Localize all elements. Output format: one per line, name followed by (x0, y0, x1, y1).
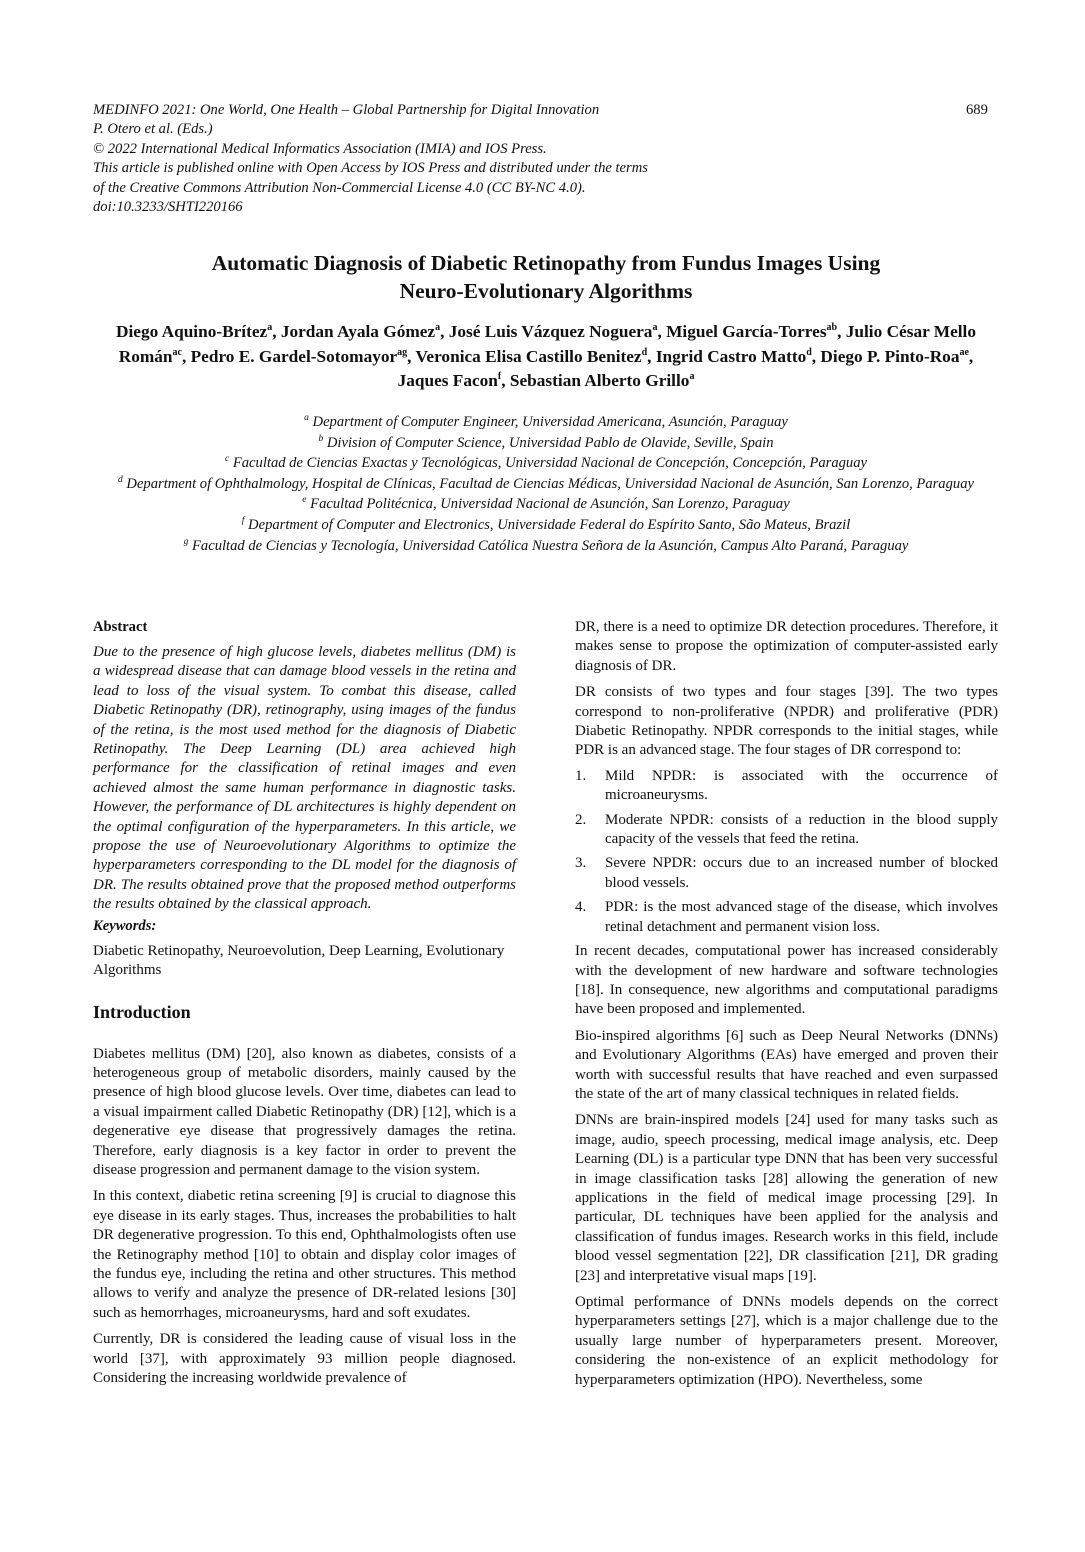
list-text: PDR: is the most advanced stage of the disease, which involves retinal detachment and permanent vision loss. (605, 899, 998, 935)
list-number: 1. (575, 767, 587, 784)
paragraph: DR consists of two types and four stages [39]. The two types correspond to non-proliferative (NPDR) and proliferative (PDR) Diabetic Retinopathy. NPDR corresponds to the initial stages, while PDR is an advanced stage. The four stages of DR correspond to: (575, 684, 998, 759)
affiliation-text: Facultad Politécnica, Universidad Nacional de Asunción, San Lorenzo, Paraguay (310, 496, 790, 513)
header-line: This article is published online with Open Access by IOS Press and distributed under the terms (93, 160, 648, 177)
paragraph: Currently, DR is considered the leading cause of visual loss in the world [37], with approximately 93 million people diagnosed. Considering the increasing worldwide prevalence of (93, 1331, 516, 1386)
left-column (93, 618, 516, 1388)
keywords-heading: Keywords: (93, 917, 157, 934)
author-affiliation-mark: d (641, 346, 648, 358)
title-line: Automatic Diagnosis of Diabetic Retinopathy from Fundus Images Using (211, 251, 881, 275)
list-number: 4. (575, 899, 587, 916)
author-name: Veronica Elisa Castillo Benitez (415, 346, 642, 366)
author-name: Miguel García-Torres (666, 322, 827, 341)
affiliation (93, 474, 999, 495)
section-heading-introduction: Introduction (93, 1001, 191, 1022)
affiliation-text: Facultad de Ciencias Exactas y Tecnológicas, Universidad Nacional de Concepción, Concepción, Paraguay (232, 455, 868, 472)
affiliation (93, 412, 999, 433)
affiliation-mark: b (318, 433, 324, 444)
author-affiliation-mark: ab (826, 322, 838, 334)
paragraph: Optimal performance of DNNs models depends on the correct hyperparameters settings [27], which is a major challenge due to the usually large number of hyperparameters present. Moreover, considering the non-existence of an explicit methodology for hyperparameters optimization (HPO). Nevertheless, some (575, 1294, 998, 1388)
affiliation-mark: g (183, 536, 189, 547)
paragraph: Diabetes mellitus (DM) [20], also known as diabetes, consists of a heterogeneous group of metabolic disorders, mainly caused by the presence of high blood glucose levels. Over time, diabetes can lead to a visual impairment called Diabetic Retinopathy (DR) [12], which is a degenerative eye disease that progressively damages the retina. Therefore, early diagnosis is a key factor in order to prevent the disease progression and permanent damage to the vision system. (93, 1045, 516, 1178)
author-affiliation-mark: a (652, 322, 658, 334)
list-text: Mild NPDR: is associated with the occurrence of microaneurysms. (605, 767, 998, 804)
header-line: P. Otero et al. (Eds.) (93, 121, 213, 138)
author-affiliation-mark: ag (397, 346, 408, 358)
doi: doi:10.3233/SHTI220166 (93, 199, 243, 216)
author-affiliation-mark: f (497, 371, 502, 383)
author-list: Diego Aquino-Brítez$^a$, Jordan Ayala Gómez$^a$, José Luis Vázquez Noguera$^a$, Miguel García-Torres$^{ab}$, Julio César Mello Román$^{ac}$, Pedro E. Gardel-Sotomayor$^{ag}$, Veronica Elisa Castillo Benitez$^d$, Ingrid Castro Matto$^d$, Diego P. Pinto-Roa$^{ae}$, Jaques Facon$^f$, Sebastian Alberto Grillo$^a$ (116, 322, 976, 390)
list-item (575, 898, 998, 937)
list-number: 3. (575, 855, 587, 872)
author-affiliation-mark: d (806, 346, 812, 358)
paragraph: DNNs are brain-inspired models [24] used for many tasks such as image, audio, speech processing, medical image analysis, etc. Deep Learning (DL) is a particular type DNN that has been very successful in image classification tasks [28] allowing the generation of new applications in the field of medical image processing [29]. In particular, DL techniques have been applied for the analysis and classification of fundus images. Research works in this field, include blood vessel segmentation [22], DR classification [21], DR grading [23] and interpretative visual maps [19]. (575, 1112, 998, 1284)
list-item (575, 854, 998, 893)
header-line: MEDINFO 2021: One World, One Health – Global Partnership for Digital Innovation (93, 102, 600, 118)
paper-title (93, 249, 999, 305)
affiliation-mark: c (224, 454, 230, 465)
author-name: Julio César Mello Román (118, 322, 976, 366)
paragraph: DR, there is a need to optimize DR detection procedures. Therefore, it makes sense to propose the optimization of computer-assisted early diagnosis of DR. (575, 619, 998, 674)
paragraph: In recent decades, computational power has increased considerably with the development of new hardware and software technologies [18]. In consequence, new algorithms and computational paradigms have been proposed and implemented. (575, 943, 998, 1018)
affiliation (93, 536, 999, 557)
list-text: Moderate NPDR: consists of a reduction in the blood supply capacity of the vessels that feed the retina. (605, 811, 998, 848)
author-name: Jaques Facon (397, 371, 498, 390)
header-line: of the Creative Commons Attribution Non-Commercial License 4.0 (CC BY-NC 4.0). (93, 179, 586, 196)
affiliation-mark: e (302, 495, 307, 506)
author-name: Jordan Ayala Gómez (280, 322, 436, 341)
affiliation-text: Facultad de Ciencias y Tecnología, Universidad Católica Nuestra Señora de la Asunción, Campus Alto Paraná, Paraguay (192, 537, 909, 554)
publication-header (93, 101, 1003, 217)
affiliation (93, 433, 999, 454)
author-affiliation-mark: a (435, 322, 441, 334)
affiliation-mark: d (118, 474, 123, 485)
dr-stages-list (575, 767, 998, 937)
affiliation-mark: a (304, 413, 309, 424)
affiliation (93, 515, 999, 536)
page-number: 689 (966, 102, 988, 118)
affiliation-text: Department of Ophthalmology, Hospital de Clínicas, Facultad de Ciencias Médicas, Universidad Nacional de Asunción, San Lorenzo, Paraguay (126, 475, 974, 492)
list-item (575, 811, 998, 850)
author-name: Sebastian Alberto Grillo (509, 371, 690, 390)
list-text: Severe NPDR: occurs due to an increased number of blocked blood vessels. (605, 855, 998, 891)
paragraph: In this context, diabetic retina screening [9] is crucial to diagnose this eye disease in its early stages. Thus, increases the probabilities to halt DR degenerative progression. To this end, Ophthalmologists often use the Retinography method [10] to obtain and display color images of the fundus eye, including the retina and other structures. This method allows to verify and analyze the presence of DR-related lesions [30] such as hemorrhages, microaneurysms, hard and soft exudates. (93, 1188, 516, 1321)
affiliation-mark: f (241, 516, 245, 527)
right-column (575, 618, 998, 1390)
author-affiliation-mark: a (689, 371, 695, 383)
author-name: Ingrid Castro Matto (655, 346, 807, 366)
author-affiliation-mark: ac (172, 346, 182, 358)
affiliation-text: Department of Computer Engineer, Universidad Americana, Asunción, Paraguay (312, 414, 788, 430)
affiliation-text: Division of Computer Science, Universidad Pablo de Olavide, Seville, Spain (326, 434, 774, 451)
header-line: © 2022 International Medical Informatics Association (IMIA) and IOS Press. (93, 140, 547, 157)
author-affiliation-mark: a (267, 322, 273, 334)
author-name: José Luis Vázquez Noguera (448, 322, 653, 341)
title-line: Neuro-Evolutionary Algorithms (399, 279, 693, 303)
paragraph: Bio-inspired algorithms [6] such as Deep Neural Networks (DNNs) and Evolutionary Algorithms (EAs) have emerged and proven their worth with successful results that have reached and even surpassed the state of the art of many classical techniques in related fields. (575, 1027, 998, 1102)
author-name: Diego Aquino-Brítez (116, 322, 268, 341)
list-number: 2. (575, 811, 587, 828)
keywords-text: Diabetic Retinopathy, Neuroevolution, Deep Learning, Evolutionary Algorithms (93, 942, 505, 979)
author-affiliation-mark: ae (959, 346, 969, 358)
abstract-text: Due to the presence of high glucose levels, diabetes mellitus (DM) is a widespread disease that can damage blood vessels in the retina and lead to loss of the visual system. To combat this disease, called Diabetic Retinopathy (DR), retinography, using images of the fundus of the retina, is the most used method for the diagnosis of Diabetic Retinopathy. The Deep Learning (DL) area achieved high performance for the classification of retinal images and even achieved almost the same human performance in diagnostic tasks. However, the performance of DL architectures is highly dependent on the optimal configuration of the hyperparameters. In this article, we propose the use of Neuroevolutionary Algorithms to optimize the hyperparameters corresponding to the DL model for the diagnosis of DR. The results obtained prove that the proposed method outperforms the results obtained by the classical approach. (93, 644, 516, 913)
abstract-heading: Abstract (93, 619, 148, 635)
affiliation (93, 453, 999, 474)
author-name: Pedro E. Gardel-Sotomayor (190, 346, 398, 366)
affiliation (93, 494, 999, 515)
affiliation-text: Department of Computer and Electronics, Universidade Federal do Espírito Santo, São Mateus, Brazil (248, 516, 851, 533)
list-item (575, 767, 998, 806)
affiliation-list (93, 412, 999, 556)
author-name: Diego P. Pinto-Roa (820, 346, 960, 366)
